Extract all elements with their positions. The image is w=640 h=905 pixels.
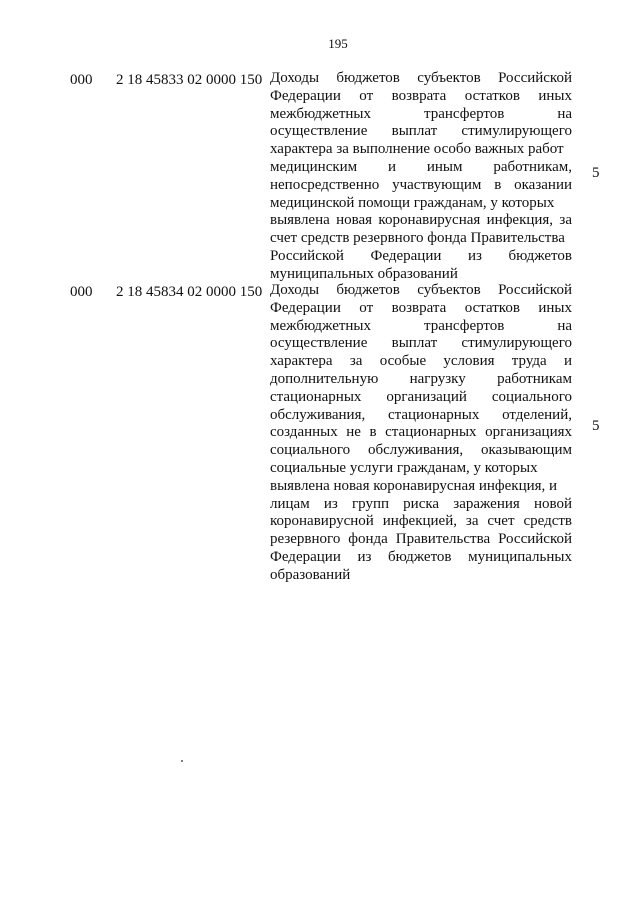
page-number: 195 [328, 36, 348, 51]
description-line: стационарных организаций социального [270, 388, 572, 405]
admin-code: 000 [70, 72, 93, 88]
description-line: обслуживания, стационарных отделений, [270, 406, 572, 423]
description-line: социальные услуги гражданам, у которых [270, 459, 538, 476]
description-line: счет средств резервного фонда Правительства [270, 230, 565, 247]
description-line: характера за выполнение особо важных работ [270, 141, 564, 158]
income-description [270, 282, 572, 585]
description-line: лицам из групп риска заражения новой [270, 495, 572, 512]
description-line: Федерации от возврата остатков иных [270, 87, 572, 104]
income-description [270, 70, 572, 284]
amount-value: 5 [592, 165, 600, 181]
description-line: медицинским и иным работникам, [270, 158, 572, 175]
description-line: Федерации от возврата остатков иных [270, 299, 572, 316]
description-line: резервного фонда Правительства Российской [270, 531, 572, 548]
description-line: созданных не в стационарных организациях [270, 424, 572, 441]
description-line: образований [270, 566, 351, 583]
description-line: дополнительную нагрузку работникам [270, 370, 572, 387]
amount-value: 5 [592, 418, 600, 434]
description-line: характера за особые условия труда и [270, 353, 572, 370]
description-line: межбюджетных трансфертов на [270, 105, 572, 122]
description-line: Федерации из бюджетов муниципальных [270, 548, 572, 565]
admin-code: 000 [70, 284, 93, 300]
description-line: выявлена новая коронавирусная инфекция, и [270, 477, 558, 494]
description-line: межбюджетных трансфертов на [270, 317, 572, 334]
description-line: муниципальных образований [270, 265, 458, 282]
description-line: Доходы бюджетов субъектов Российской [270, 282, 572, 298]
budget-classification-code: 2 18 45833 02 0000 150 [116, 72, 263, 88]
description-line: медицинской помощи гражданам, у которых [270, 194, 555, 211]
description-line: выявлена новая коронавирусная инфекция, за [270, 212, 572, 229]
description-line: Российской Федерации из бюджетов [270, 247, 572, 264]
description-line: осуществление выплат стимулирующего [270, 123, 572, 140]
scan-speck [181, 760, 183, 762]
budget-classification-code: 2 18 45834 02 0000 150 [116, 284, 263, 300]
description-line: социального обслуживания, оказывающим [270, 442, 572, 459]
description-line: непосредственно участвующим в оказании [270, 176, 572, 193]
description-line: осуществление выплат стимулирующего [270, 335, 572, 352]
description-line: Доходы бюджетов субъектов Российской [270, 70, 572, 86]
description-line: коронавирусной инфекцией, за счет средств [270, 513, 572, 530]
